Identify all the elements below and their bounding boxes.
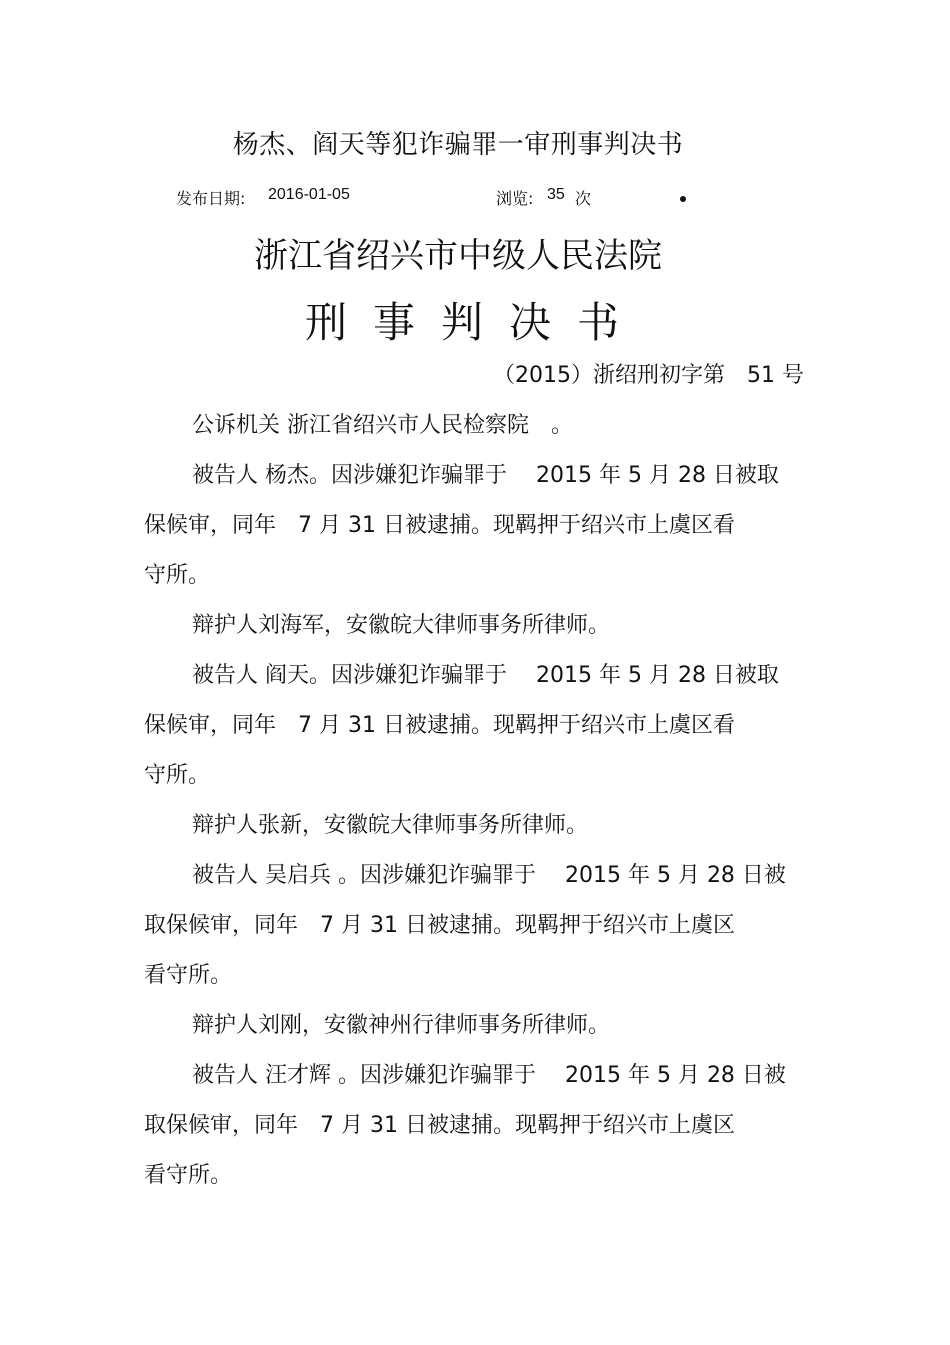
defendant-yan-line-3: 守所。 xyxy=(144,763,211,788)
defendant-wang-line-2: 取保候审，同年 7 月 31 日被逮捕。现羁押于绍兴市上虞区 xyxy=(144,1113,735,1138)
views-count: 35 xyxy=(547,186,565,203)
defendant-yan-line-1: 被告人 阎天。因涉嫌犯诈骗罪于 2015 年 5 月 28 日被取 xyxy=(192,663,779,688)
defendant-wang-line-3: 看守所。 xyxy=(144,1163,233,1188)
bullet-dot xyxy=(680,196,686,202)
defender-liu-gang: 辩护人刘刚，安徽神州行律师事务所律师。 xyxy=(192,1013,611,1038)
views-label: 浏览: xyxy=(496,189,534,208)
case-number: （2015）浙绍刑初字第 51 号 xyxy=(493,363,804,388)
defendant-yang-line-3: 守所。 xyxy=(144,563,211,588)
publish-date-label: 发布日期: xyxy=(176,189,246,208)
defendant-wu-line-3: 看守所。 xyxy=(144,963,233,988)
defender-zhang-xin: 辩护人张新，安徽皖大律师事务所律师。 xyxy=(192,813,589,838)
defender-liu-haijun: 辩护人刘海军，安徽皖大律师事务所律师。 xyxy=(192,613,611,638)
document-type: 刑事判决书 xyxy=(304,298,645,347)
views-unit: 次 xyxy=(575,189,592,208)
defendant-yang-line-1: 被告人 杨杰。因涉嫌犯诈骗罪于 2015 年 5 月 28 日被取 xyxy=(192,463,779,488)
publish-date: 2016-01-05 xyxy=(268,186,350,203)
court-name: 浙江省绍兴市中级人民法院 xyxy=(254,236,662,276)
defendant-wu-line-1: 被告人 吴启兵 。因涉嫌犯诈骗罪于 2015 年 5 月 28 日被 xyxy=(192,863,786,888)
document-title: 杨杰、阎天等犯诈骗罪一审刑事判决书 xyxy=(232,130,684,160)
defendant-wang-line-1: 被告人 汪才辉 。因涉嫌犯诈骗罪于 2015 年 5 月 28 日被 xyxy=(192,1063,786,1088)
prosecutor-line: 公诉机关 浙江省绍兴市人民检察院 。 xyxy=(192,413,573,438)
defendant-yan-line-2: 保候审，同年 7 月 31 日被逮捕。现羁押于绍兴市上虞区看 xyxy=(144,713,735,738)
defendant-yang-line-2: 保候审，同年 7 月 31 日被逮捕。现羁押于绍兴市上虞区看 xyxy=(144,513,735,538)
defendant-wu-line-2: 取保候审，同年 7 月 31 日被逮捕。现羁押于绍兴市上虞区 xyxy=(144,913,735,938)
